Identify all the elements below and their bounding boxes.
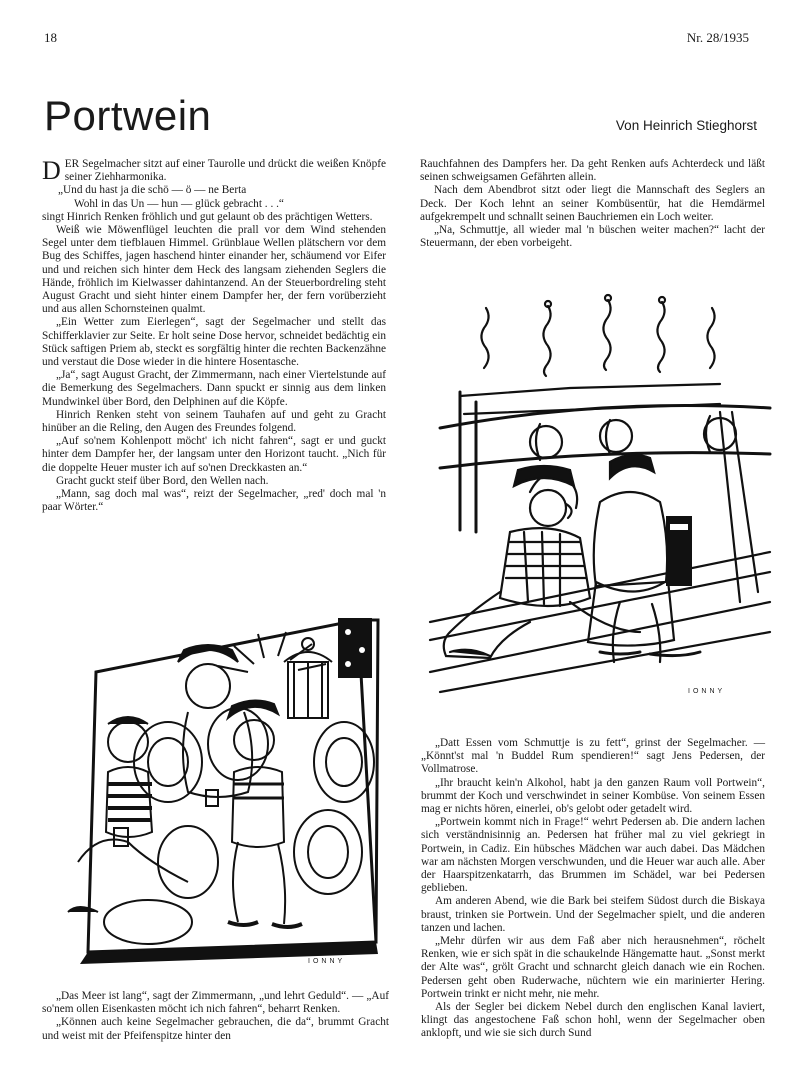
paragraph: Am anderen Abend, wie die Bark bei steifem Südost durch die Biskaya braust, trinken sie Portwein. Und der Segelmacher spielt, und die anderen tanzen und lachen. bbox=[421, 895, 765, 934]
paragraph: „Das Meer ist lang“, sagt der Zimmermann, „und lehrt Geduld“. — „Auf so'nem ollen Eisenkasten möcht ich nich fahren“, beharrt Renken. bbox=[42, 990, 389, 1016]
paragraph: „Ja“, sagt August Gracht, der Zimmermann, nach einer Viertelstunde auf die Bemerkung des Segelmachers. Dann spuckt er sinnig aus dem linken Mundwinkel über Bord, den Delphinen auf die Köpfe. bbox=[42, 369, 386, 408]
song-line: Wohl in das Un — hun — glück gebracht . . .“ bbox=[74, 197, 284, 210]
illustration-sailors-barrels bbox=[58, 612, 386, 972]
paragraph: „Na, Schmuttje, all wieder mal 'n büschen weiter machen?“ lacht der Steuermann, der eben vorbeigeht. bbox=[420, 224, 765, 250]
paragraph: „Auf so'nem Kohlenpott möcht' ich nicht fahren“, sagt er und guckt hinter dem Dampfer her, der langsam unter den Horizont taucht. „Nich für die doppelte Heuer muster ich auf so'nen Dreckkasten an.“ bbox=[42, 435, 386, 474]
paragraph: Rauchfahnen des Dampfers her. Da geht Renken aufs Achterdeck und läßt seinen schweigsamen Gefährten allein. bbox=[420, 158, 765, 184]
paragraph: singt Hinrich Renken fröhlich und gut gelaunt ob des prächtigen Wetters. bbox=[42, 210, 373, 223]
article-title: Portwein bbox=[44, 92, 212, 139]
illustration-signature: IONNY bbox=[308, 958, 346, 965]
paragraph: „Können auch keine Segelmacher gebrauchen, die da“, brummt Gracht und weist mit der Pfeifenspitze hinter den bbox=[42, 1016, 389, 1042]
article-author: Von Heinrich Stieghorst bbox=[615, 118, 757, 133]
paragraph: „Datt Essen vom Schmuttje is zu fett“, grinst der Segelmacher. — „Könnt'st mal 'n Buddel Rum spendieren!“ sagt Jens Pedersen, der Vollmatrose. bbox=[421, 737, 765, 776]
paragraph: Nach dem Abendbrot sitzt oder liegt die Mannschaft des Seglers an Deck. Der Koch lehnt an seiner Kombüsentür, hat die Hemdärmel aufgekrempelt und schnallt seinen Bauchriemen ein Loch weiter. bbox=[420, 184, 765, 223]
drop-cap: D bbox=[42, 156, 61, 185]
page-number: 18 bbox=[44, 30, 57, 45]
paragraph: Hinrich Renken steht von seinem Tauhafen auf und geht zu Gracht hinüber an die Reling, den Augen des Freundes folgend. bbox=[42, 408, 386, 435]
paragraph: „Ein Wetter zum Eierlegen“, sagt der Segelmacher und stellt das Schifferklavier zur Seite. Er holt seine Dose hervor, schneidet bedächtig ein Stück saftigen Priem ab, steckt es sorgfältig hinter die rechten Backenzähne und verstaut die Dose wieder in die hintere Hosentasche. bbox=[42, 316, 386, 369]
text-column-2 bbox=[420, 158, 765, 250]
paragraph: „Ihr braucht kein'n Alkohol, habt ja den ganzen Raum voll Portwein“, brummt der Koch und verschwindet in seiner Kombüse. Von seinem Essen mag er nichts hören, einerlei, ob's gelobt oder getadelt wird. bbox=[421, 776, 765, 816]
paragraph: Als der Segler bei dickem Nebel durch den englischen Kanal laviert, klingt das angestochene Faß schon hohl, wenn der Segelmacher oben anklopft, und wie sie sich durch Sund bbox=[421, 1001, 765, 1040]
song-line: „Und du hast ja die schö — ö — ne Berta bbox=[58, 184, 247, 197]
text-column-3 bbox=[42, 990, 389, 1043]
paragraph: „Mann, sag doch mal was“, reizt der Segelmacher, „red' doch mal 'n paar Wörter.“ bbox=[42, 488, 386, 514]
sailors-railing-drawing bbox=[420, 292, 772, 702]
text-column-1 bbox=[42, 158, 386, 514]
illustration-sailors-railing bbox=[420, 292, 772, 702]
illustration-signature: IONNY bbox=[688, 688, 726, 695]
paragraph: Weiß wie Möwenflügel leuchten die prall vor dem Wind stehenden Segel unter dem tiefblauen Himmel. Grünblaue Wellen plätschern vor dem Bug des Schiffes, jagen haschend hinter einander her, schäumend vor Eifer und und reichen sich hinter dem Heck des langsam ziehenden Seglers die Hände, fröhlich im Kielwasser dahintanzend. An der Steuerbordreling steht August Gracht und sieht hinter einem Dampfer her, der fern vorüberzieht und aus allen Schornsteinen qualmt. bbox=[42, 224, 386, 316]
paragraph: DER Segelmacher sitzt auf einer Taurolle und drückt die weißen Knöpfe seiner Ziehharmonika. bbox=[42, 156, 386, 185]
paragraph: „Mehr dürfen wir aus dem Faß aber nich herausnehmen“, röchelt Renken, wie er sich spät in die schaukelnde Hängematte haut. „Sonst merkt der Alte was“, grölt Gracht und schnarcht gleich danach wie ein Rochen. Pedersen geht oben Ruderwache, nüchtern wie ein marinierter Hering. Portwein trinkt er nicht mehr, nie mehr. bbox=[421, 935, 765, 1000]
paragraph: Gracht guckt steif über Bord, den Wellen nach. bbox=[56, 474, 269, 487]
issue-number: Nr. 28/1935 bbox=[686, 30, 749, 45]
text-column-4 bbox=[421, 737, 765, 1041]
paragraph: „Portwein kommt nich in Frage!“ wehrt Pedersen ab. Die andern lachen sich verständnisinnig an. Pedersen hat früher mal zu viel gekriegt in Portwein, in Cadiz. Ein hübsches Mädchen war auch dabei. Das Mädchen war am nächsten Morgen verschwunden, und die Heuer war auch alle. Aber der Haarspitzenkatarrh, das Brummen im Schädel, war bei Pedersen geblieben. bbox=[421, 816, 765, 895]
sailors-barrels-drawing bbox=[58, 612, 386, 972]
